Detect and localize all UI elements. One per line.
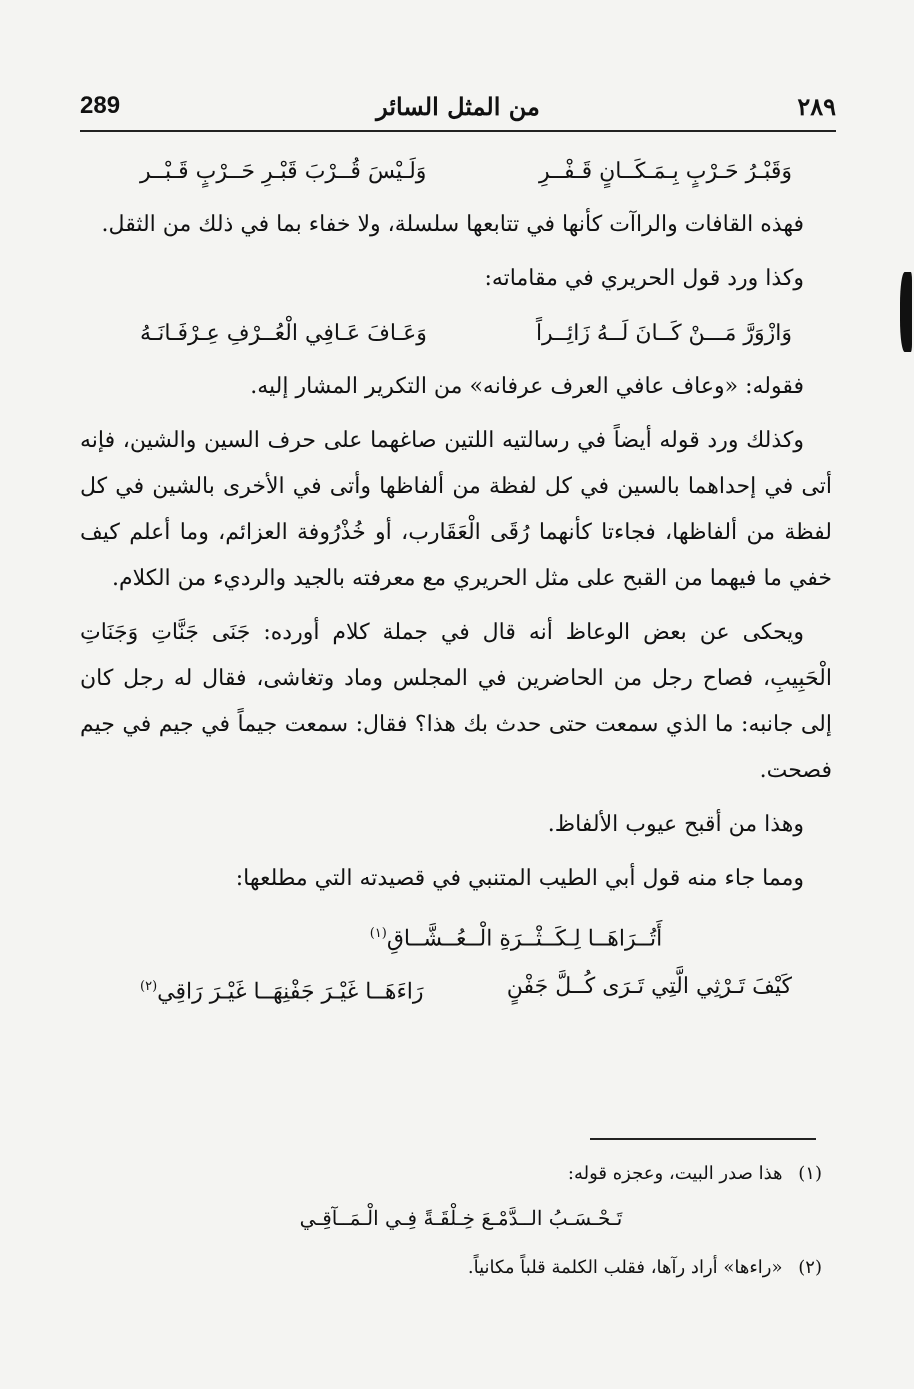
footnote-separator bbox=[590, 1138, 816, 1140]
main-text bbox=[80, 148, 832, 1023]
verse-2-hemistich-1: وَازْوَرَّ مَـــنْ كَــانَ لَــهُ زَائِــراً bbox=[535, 321, 792, 346]
footnote-1-verse: تَـحْـسَـبُ الــدَّمْـعَ خِـلْقَـةً فِـي الْـمَــآقِـي bbox=[299, 1206, 623, 1230]
verse-2 bbox=[80, 310, 832, 358]
verse-4 bbox=[80, 963, 832, 1016]
paragraph-1: فهذه القافات والراآت كأنها في تتابعها سلسلة، ولا خفاء بما في ذلك من الثقل. bbox=[101, 212, 804, 237]
verse-2-hemistich-2: وَعَـافَ عَـافِي الْعُــرْفِ عِـرْفَـانَـهُ bbox=[140, 321, 427, 346]
footnote-1 bbox=[100, 1158, 822, 1190]
footnote-marker-2[interactable]: (٢) bbox=[140, 979, 158, 995]
header-rule bbox=[80, 130, 836, 132]
verse-1 bbox=[80, 148, 832, 196]
paragraph-3: فقوله: «وعاف عافي العرف عرفانه» من التكرير المشار إليه. bbox=[250, 374, 804, 399]
verse-3 bbox=[80, 910, 832, 963]
footnote-1-number: (١) bbox=[798, 1163, 822, 1184]
verse-3-line: أَتُــرَاهَــا لِـكَــثْــرَةِ الْــعُــشَّــاقِ bbox=[386, 926, 663, 952]
footnote-2 bbox=[100, 1252, 822, 1284]
footnotes bbox=[100, 1158, 822, 1292]
footnote-2-text: «راءها» أراد رآها، فقلب الكلمة قلباً مكانياً. bbox=[467, 1257, 783, 1278]
paragraph-2: وكذا ورد قول الحريري في مقاماته: bbox=[484, 266, 804, 291]
paragraph-7: ومما جاء منه قول أبي الطيب المتنبي في قصيدته التي مطلعها: bbox=[235, 866, 804, 891]
verse-4-hemistich-1: كَيْفَ تَـرْثِي الَّتِي تَـرَى كُــلَّ جَفْنٍ bbox=[506, 974, 792, 1000]
scan-edge-mark bbox=[900, 272, 912, 352]
verse-4-hemistich-2: رَاءَهَــا غَيْـرَ جَفْنِهَــا غَيْـرَ رَاقِي$^{(٢)}$ bbox=[140, 979, 424, 1005]
footnote-2-number: (٢) bbox=[798, 1257, 822, 1278]
header-title: من المثل السائر bbox=[376, 92, 540, 121]
footnote-1-text: هذا صدر البيت، وعجزه قوله: bbox=[567, 1163, 783, 1184]
page-number-arabic: ٢٨٩ bbox=[797, 92, 836, 121]
verse-1-hemistich-1: وَقَبْـرُ حَـرْبٍ بِـمَـكَــانٍ قَـفْــرِ bbox=[539, 159, 792, 184]
paragraph-4: وكذلك ورد قوله أيضاً في رسالتيه اللتين صاغهما على حرف السين والشين، فإنه أتى في إحداهما بالسين في كل لفظة من ألفاظها وأتى في الأخرى بالشين في كل لفظة من ألفاظها، فجاءتا كأنهما رُقَى الْعَقَارب، أو خُذْرُوفة العزائم، وما أعلم كيف خفي ما فيهما من القبح على مثل الحريري مع معرفته بالجيد والرديء من الكلام. bbox=[80, 428, 832, 591]
verse-1-hemistich-2: وَلَـيْسَ قُــرْبَ قَبْـرِ حَــرْبٍ قَـبْــر bbox=[140, 159, 427, 184]
paragraph-5: ويحكى عن بعض الوعاظ أنه قال في جملة كلام أورده: جَنَى جَنَّاتِ وَجَنَاتِ الْحَبِيبِ، فصاح رجل من الحاضرين في المجلس وماد وتغاشى، فقال له رجل كان إلى جانبه: ما الذي سمعت حتى حدث بك هذا؟ فقال: سمعت جيماً في جيم في جيم فصحت. bbox=[80, 620, 832, 783]
page-number-latin: 289 bbox=[80, 92, 121, 119]
paragraph-6: وهذا من أقبح عيوب الألفاظ. bbox=[547, 812, 804, 837]
running-header bbox=[80, 92, 836, 128]
footnote-marker-1[interactable]: (١) bbox=[369, 926, 387, 941]
